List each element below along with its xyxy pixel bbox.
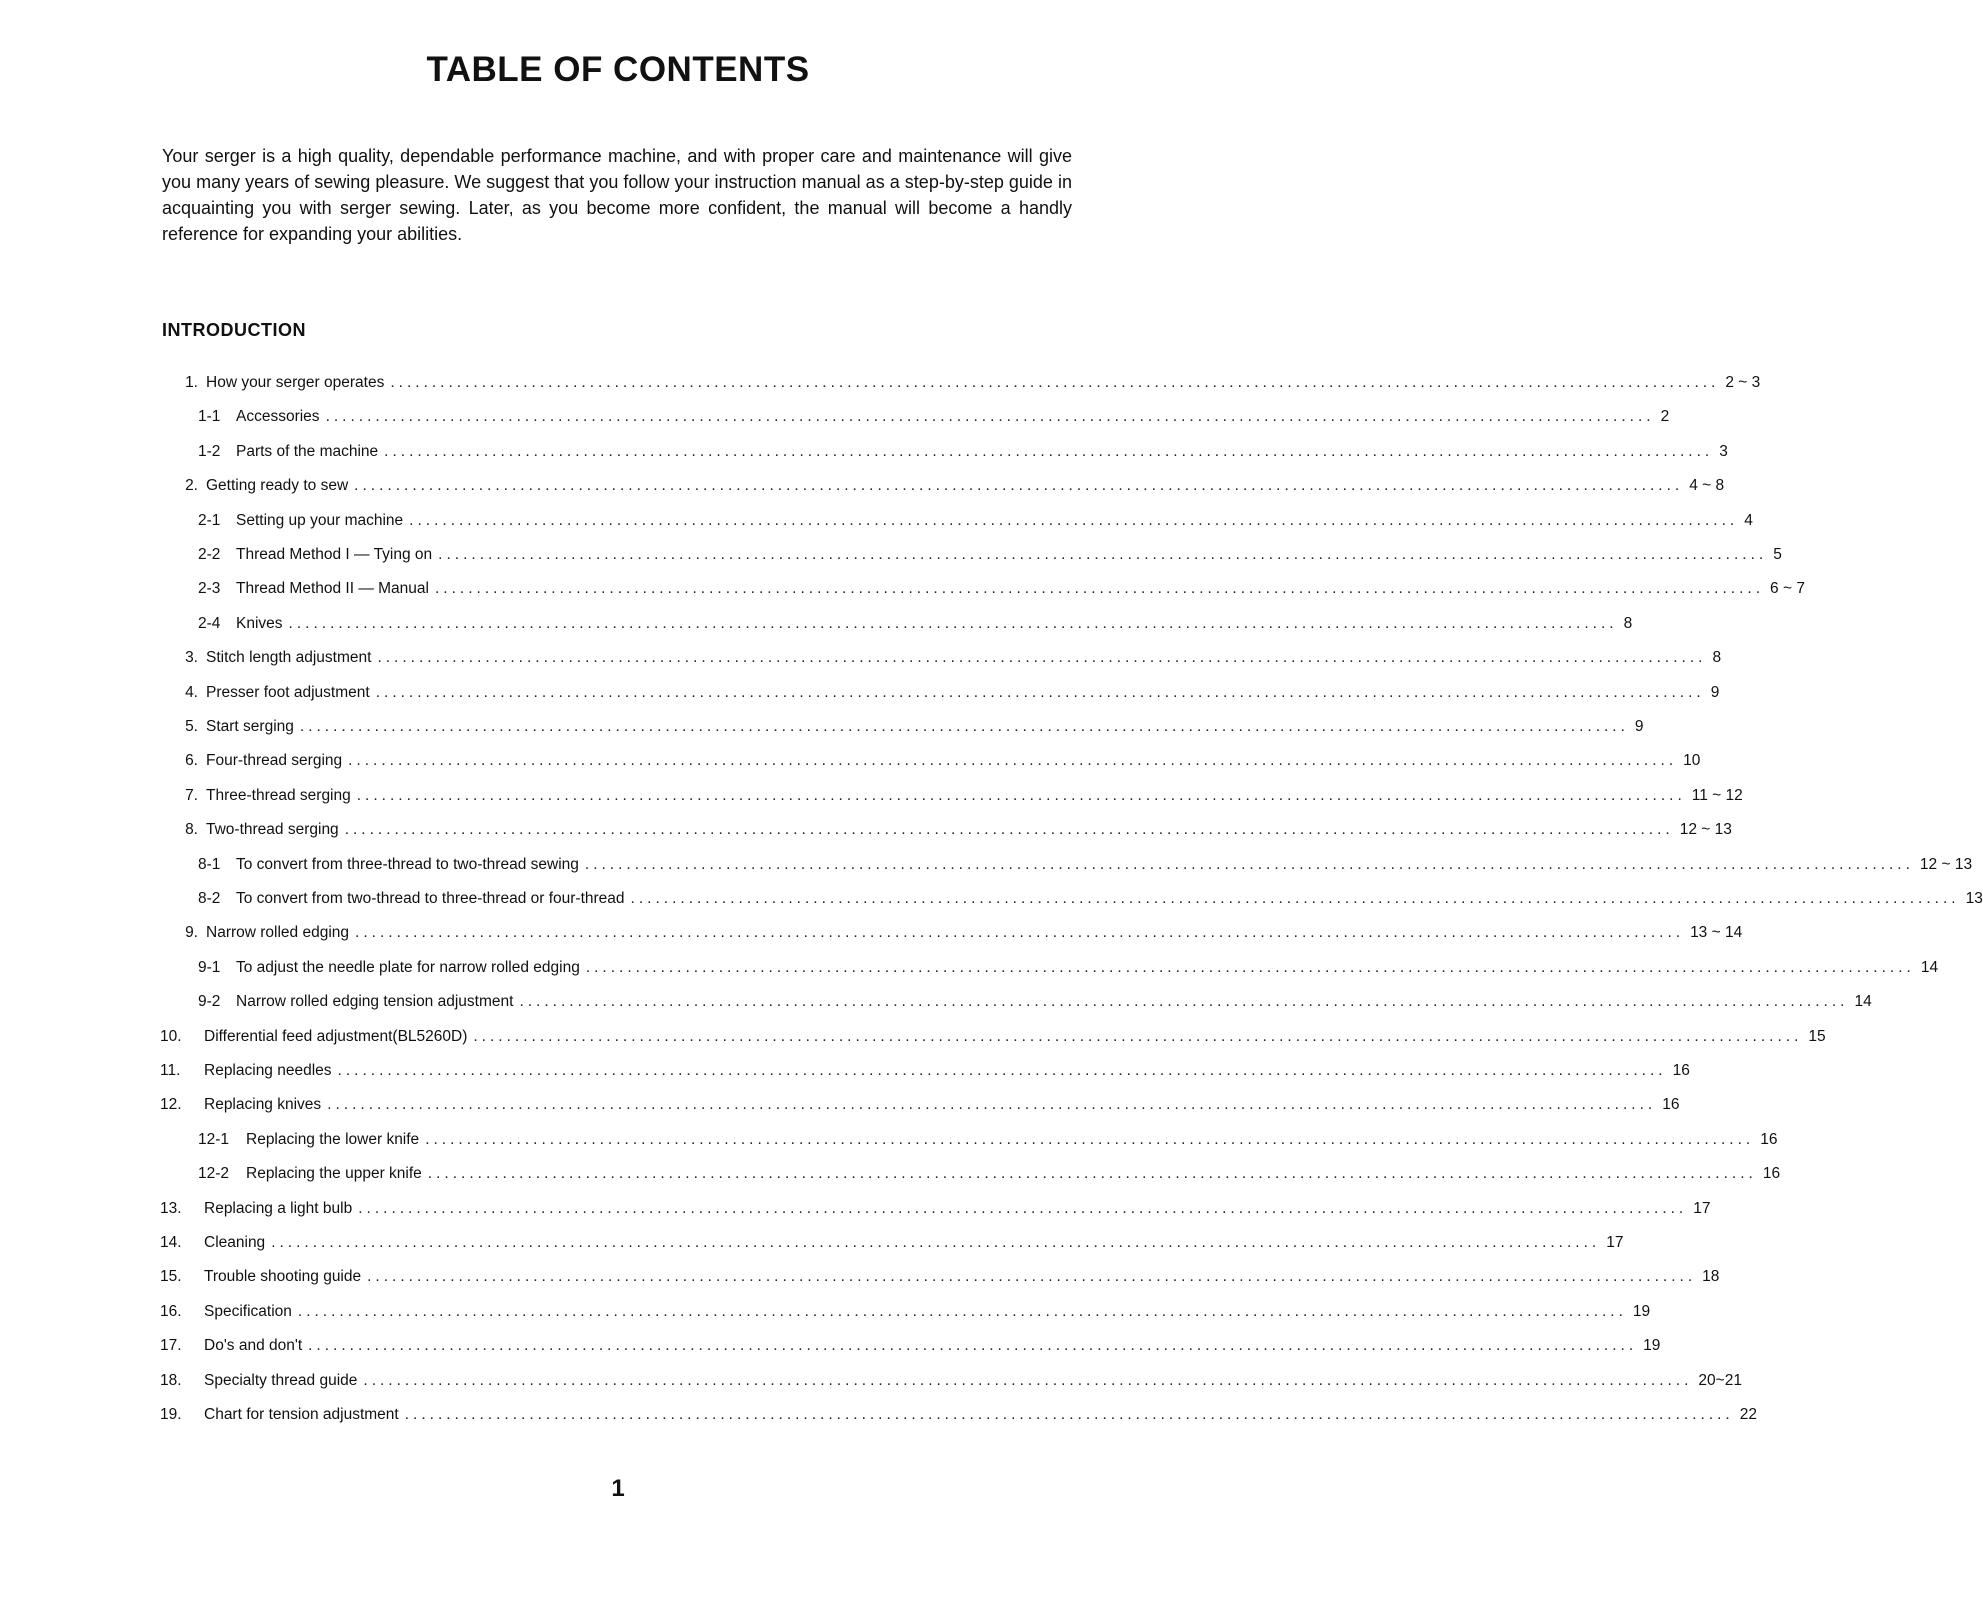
toc-leader-dots: ................................................................................................................................................................ <box>337 1062 1667 1079</box>
toc-item-number: 10. <box>160 1027 182 1045</box>
toc-item[interactable] <box>160 718 1644 742</box>
toc-leader-dots: ................................................................................................................................................................ <box>367 1268 1697 1286</box>
toc-item-page: 14 <box>1854 993 1872 1011</box>
toc-leader-dots: ................................................................................................................................................................ <box>375 683 1705 701</box>
toc-item-number: 1-1 <box>198 408 221 426</box>
toc-item-label: Presser foot adjustment <box>206 683 370 701</box>
toc-leader-dots: ................................................................................................................................................................ <box>354 477 1684 495</box>
toc-leader-dots: ................................................................................................................................................................ <box>425 1130 1755 1148</box>
toc-leader-dots: ................................................................................................................................................................ <box>519 993 1849 1011</box>
toc-leader-dots: ................................................................................................................................................................ <box>438 546 1768 563</box>
toc-item-page: 16 <box>1662 1096 1680 1114</box>
toc-item-number: 8-1 <box>198 855 221 873</box>
toc-item-page: 18 <box>1702 1268 1720 1286</box>
toc-item-number: 1. <box>185 374 198 391</box>
toc-item-label: Thread Method II — Manual <box>236 580 429 598</box>
toc-item-page: 12 ~ 13 <box>1679 821 1732 839</box>
toc-leader-dots: ................................................................................................................................................................ <box>435 580 1765 598</box>
toc-item-page: 6 ~ 7 <box>1770 580 1805 598</box>
toc-item-label: To convert from three-thread to two-thread sewing <box>236 855 579 873</box>
toc-item-label: Stitch length adjustment <box>206 649 372 667</box>
toc-item-number: 11. <box>160 1062 181 1079</box>
toc-item-number: 8-2 <box>198 890 221 907</box>
toc-item[interactable] <box>160 1199 1711 1224</box>
toc-item[interactable] <box>160 786 1743 811</box>
toc-item-label: Replacing knives <box>204 1096 322 1114</box>
toc-item-page: 9 <box>1710 683 1720 701</box>
toc-item-page: 15 <box>1808 1027 1826 1045</box>
toc-item-label: Narrow rolled edging tension adjustment <box>236 993 514 1011</box>
toc-leader-dots: ................................................................................................................................................................ <box>427 1165 1757 1183</box>
toc-item-number: 9. <box>185 924 198 942</box>
toc-item-label: Replacing the lower knife <box>246 1130 420 1148</box>
toc-item-page: 4 <box>1744 511 1753 529</box>
toc-item[interactable] <box>160 1406 1757 1430</box>
toc-item-label: To adjust the needle plate for narrow rolled edging <box>236 958 580 976</box>
toc-item-page: 8 <box>1712 649 1722 667</box>
toc-item[interactable] <box>160 855 1973 880</box>
toc-item-number: 12-2 <box>198 1165 230 1183</box>
toc-item-number: 5. <box>185 718 198 735</box>
toc-item-label: Thread Method I — Tying on <box>236 546 433 563</box>
toc-leader-dots: ................................................................................................................................................................ <box>325 408 1655 426</box>
toc-leader-dots: ................................................................................................................................................................ <box>271 1234 1601 1251</box>
toc-item-label: Accessories <box>236 408 320 426</box>
toc-item-page: 16 <box>1672 1062 1690 1079</box>
toc-item-number: 19. <box>160 1406 182 1423</box>
toc-leader-dots: ................................................................................................................................................................ <box>473 1027 1803 1045</box>
section-heading: INTRODUCTION <box>162 320 306 340</box>
toc-item-page: 4 ~ 8 <box>1689 477 1725 495</box>
toc-item-label: Chart for tension adjustment <box>204 1406 399 1423</box>
toc-item-page: 13 <box>1965 890 1983 907</box>
toc-leader-dots: ................................................................................................................................................................ <box>344 821 1674 839</box>
toc-item-number: 6. <box>185 752 198 770</box>
toc-leader-dots: ................................................................................................................................................................ <box>585 958 1915 976</box>
toc-item-label: Narrow rolled edging <box>206 924 350 942</box>
toc-item[interactable] <box>160 924 1743 948</box>
toc-item-page: 19 <box>1643 1337 1661 1355</box>
toc-item-page: 2 ~ 3 <box>1725 374 1761 391</box>
toc-item[interactable] <box>160 374 1761 398</box>
toc-leader-dots: ................................................................................................................................................................ <box>390 374 1720 391</box>
toc-item-label: Differential feed adjustment(BL5260D) <box>204 1027 468 1045</box>
toc-item[interactable] <box>160 614 1633 639</box>
toc-item-number: 2-1 <box>198 511 221 529</box>
toc-item-number: 12. <box>160 1096 182 1114</box>
toc-item-label: Replacing needles <box>204 1062 332 1079</box>
toc-item-number: 7. <box>185 786 198 804</box>
toc-leader-dots: ................................................................................................................................................................ <box>358 1199 1688 1217</box>
toc-leader-dots: ................................................................................................................................................................ <box>409 511 1739 529</box>
toc-item-number: 1-2 <box>198 442 221 460</box>
toc-item-label: Three-thread serging <box>206 786 351 804</box>
toc-item[interactable] <box>160 546 1782 570</box>
toc-item-page: 17 <box>1606 1234 1624 1251</box>
toc-item-page: 19 <box>1632 1302 1651 1320</box>
toc-item[interactable] <box>160 752 1701 776</box>
toc-item-page: 3 <box>1719 442 1728 460</box>
toc-item-number: 2-4 <box>198 614 221 632</box>
toc-item[interactable] <box>160 1027 1826 1052</box>
toc-item[interactable] <box>160 1096 1680 1120</box>
toc-leader-dots: ................................................................................................................................................................ <box>404 1406 1734 1423</box>
toc-leader-dots: ................................................................................................................................................................ <box>355 924 1685 942</box>
toc-item-label: Four-thread serging <box>206 752 343 770</box>
toc-item-number: 18. <box>160 1371 182 1389</box>
toc-item-page: 20~21 <box>1698 1371 1742 1389</box>
toc-item-label: Trouble shooting guide <box>204 1268 362 1286</box>
toc-item[interactable] <box>160 477 1725 501</box>
toc-item-number: 14. <box>160 1234 182 1251</box>
toc-item-page: 12 ~ 13 <box>1919 855 1973 873</box>
toc-leader-dots: ................................................................................................................................................................ <box>377 649 1707 667</box>
toc-item[interactable] <box>160 1062 1690 1086</box>
toc-item-label: Replacing the upper knife <box>246 1165 422 1183</box>
toc-leader-dots: ................................................................................................................................................................ <box>356 786 1686 804</box>
toc-item[interactable] <box>160 958 1939 983</box>
toc-item-page: 5 <box>1773 546 1782 563</box>
toc-leader-dots: ................................................................................................................................................................ <box>308 1337 1638 1355</box>
toc-item-number: 9-2 <box>198 993 221 1011</box>
toc-item-number: 9-1 <box>198 958 221 976</box>
toc-item[interactable] <box>160 511 1753 536</box>
toc-item[interactable] <box>160 580 1805 604</box>
toc-leader-dots: ................................................................................................................................................................ <box>288 614 1618 632</box>
toc-item[interactable] <box>160 821 1732 845</box>
toc-item[interactable] <box>160 1165 1781 1189</box>
toc-item-page: 8 <box>1623 614 1633 632</box>
toc-item-page: 16 <box>1760 1130 1778 1148</box>
toc-item-number: 2-3 <box>198 580 221 598</box>
toc-item-label: To convert from two-thread to three-thread or four-thread <box>236 890 625 907</box>
toc-item-number: 13. <box>160 1199 182 1217</box>
toc-leader-dots: ................................................................................................................................................................ <box>363 1371 1693 1389</box>
toc-item-page: 11 ~ 12 <box>1691 786 1743 804</box>
toc-item-label: Start serging <box>206 718 294 735</box>
page-number: 1 <box>611 1475 625 1502</box>
toc-item-label: Setting up your machine <box>236 511 404 529</box>
toc-item-page: 17 <box>1693 1199 1711 1217</box>
toc-item-number: 3. <box>185 649 198 667</box>
toc-item[interactable] <box>160 649 1722 673</box>
toc-item-page: 10 <box>1683 752 1701 770</box>
toc-item-number: 16. <box>160 1302 182 1320</box>
intro-paragraph: Your serger is a high quality, dependable performance machine, and with proper care and maintenance will give you many years of sewing pleasure. We suggest that you follow your instruction manual as a step-by-step guide in acquainting you with serger sewing. Later, as you become more confident, the manual will become a handly reference for expanding your abilities. <box>162 146 1072 244</box>
toc-item[interactable] <box>160 1268 1720 1292</box>
toc-item[interactable] <box>160 1130 1778 1155</box>
toc-item-number: 12-1 <box>198 1130 230 1148</box>
toc-leader-dots: ................................................................................................................................................................ <box>327 1096 1657 1114</box>
toc-item-label: Two-thread serging <box>206 821 339 839</box>
toc-item-page: 9 <box>1634 718 1644 735</box>
toc-item-label: Specialty thread guide <box>204 1371 358 1389</box>
toc-item[interactable] <box>160 442 1728 467</box>
toc-item-number: 15. <box>160 1268 182 1286</box>
toc-item[interactable] <box>160 993 1872 1017</box>
toc-leader-dots: ................................................................................................................................................................ <box>384 442 1714 460</box>
toc-item-page: 2 <box>1660 408 1670 426</box>
toc-item[interactable] <box>160 1337 1661 1361</box>
toc-item-page: 14 <box>1920 958 1939 976</box>
toc-item-label: How your serger operates <box>206 374 385 391</box>
page-title: TABLE OF CONTENTS <box>426 50 810 89</box>
toc-leader-dots: ................................................................................................................................................................ <box>299 718 1629 735</box>
toc-item[interactable] <box>160 1234 1624 1258</box>
toc-item[interactable] <box>160 1371 1742 1396</box>
toc-item-number: 2-2 <box>198 546 221 563</box>
toc-item-label: Parts of the machine <box>236 442 379 460</box>
toc-item-label: Getting ready to sew <box>206 477 349 495</box>
toc-item[interactable] <box>160 890 1983 914</box>
toc-item[interactable] <box>160 408 1670 432</box>
toc-item-number: 4. <box>185 683 198 701</box>
toc-leader-dots: ................................................................................................................................................................ <box>630 890 1960 907</box>
toc-item-label: Cleaning <box>204 1234 266 1251</box>
toc-item-page: 22 <box>1739 1406 1757 1423</box>
toc-item-number: 8. <box>185 821 198 839</box>
toc-item-label: Specification <box>204 1302 292 1320</box>
toc-item-label: Knives <box>236 614 283 632</box>
toc-leader-dots: ................................................................................................................................................................ <box>297 1302 1627 1320</box>
toc-item-number: 17. <box>160 1337 182 1355</box>
toc-leader-dots: ................................................................................................................................................................ <box>584 855 1914 873</box>
toc-leader-dots: ................................................................................................................................................................ <box>348 752 1678 770</box>
toc-item-label: Replacing a light bulb <box>204 1199 353 1217</box>
toc-item[interactable] <box>160 683 1720 708</box>
toc-item[interactable] <box>160 1302 1651 1327</box>
toc-item-page: 16 <box>1762 1165 1781 1183</box>
toc-item-number: 2. <box>185 477 198 495</box>
toc-item-label: Do's and don't <box>204 1337 303 1355</box>
toc-item-page: 13 ~ 14 <box>1690 924 1743 942</box>
